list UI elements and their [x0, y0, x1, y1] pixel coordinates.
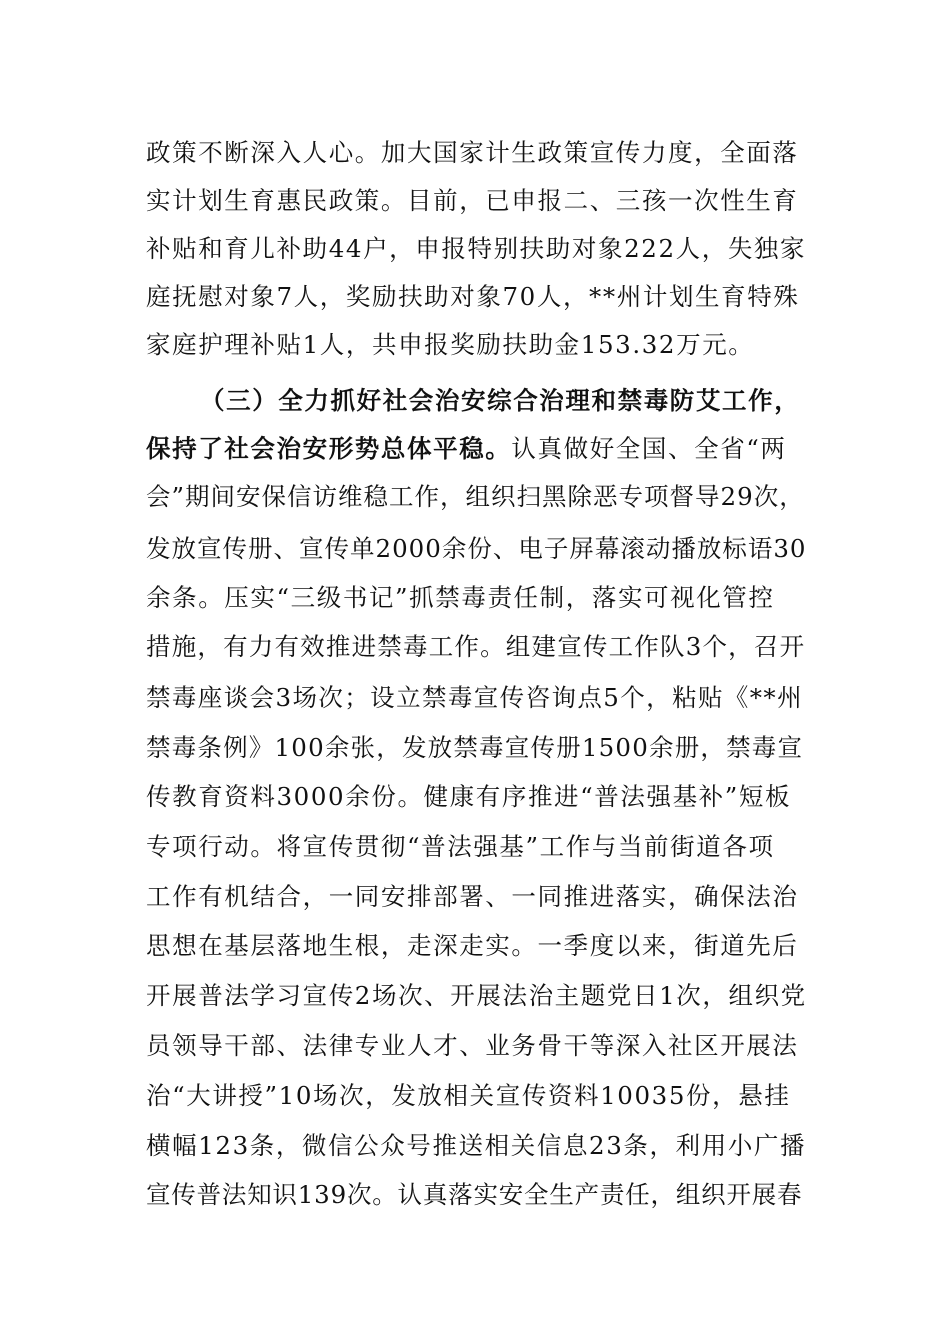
body-text-line: 禁毒座谈会3场次；设立禁毒宣传咨询点5个，粘贴《**州 — [146, 683, 803, 712]
section-heading: （三）全力抓好社会治安综合治理和禁毒防艾工作， — [200, 386, 801, 415]
body-text-line: 补贴和育儿补助44户，申报特别扶助对象222人，失独家 — [146, 234, 807, 263]
body-text-line: 实计划生育惠民政策。目前，已申报二、三孩一次性生育 — [146, 186, 799, 215]
body-text-line: 思想在基层落地生根，走深走实。一季度以来，街道先后 — [146, 931, 799, 960]
body-text-line: 专项行动。将宣传贯彻“普法强基”工作与当前街道各项 — [146, 832, 775, 861]
body-text-line: 开展普法学习宣传2场次、开展法治主题党日1次，组织党 — [146, 981, 807, 1010]
body-text-line: 员领导干部、法律专业人才、业务骨干等深入社区开展法 — [146, 1031, 799, 1060]
body-text-line: 传教育资料3000余份。健康有序推进“普法强基补”短板 — [146, 782, 792, 811]
body-text-line: 治“大讲授”10场次，发放相关宣传资料10035份，悬挂 — [146, 1081, 791, 1110]
body-text-line: 余条。压实“三级书记”抓禁毒责任制，落实可视化管控 — [146, 583, 775, 612]
body-text-line: 宣传普法知识139次。认真落实安全生产责任，组织开展春 — [146, 1180, 803, 1209]
body-text-line — [146, 429, 806, 469]
body-text-line: 措施，有力有效推进禁毒工作。组建宣传工作队3个，召开 — [146, 632, 806, 661]
body-text-line: 庭抚慰对象7人，奖励扶助对象70人，**州计划生育特殊 — [146, 282, 800, 311]
body-text-line: 政策不断深入人心。加大国家计生政策宣传力度，全面落 — [146, 138, 799, 167]
body-text-line: 会”期间安保信访维稳工作，组织扫黑除恶专项督导29次， — [146, 482, 805, 511]
section-heading-continuation: 保持了社会治安形势总体平稳。 — [146, 434, 512, 463]
body-text-line: 禁毒条例》100余张，发放禁毒宣传册1500余册，禁毒宣 — [146, 733, 804, 762]
body-text-line: 发放宣传册、宣传单2000余份、电子屏幕滚动播放标语30 — [146, 534, 807, 563]
body-text-line: 横幅123条，微信公众号推送相关信息23条，利用小广播 — [146, 1131, 807, 1160]
body-text-line: 工作有机结合，一同安排部署、一同推进落实，确保法治 — [146, 882, 799, 911]
body-text-span: 认真做好全国、全省“两 — [511, 434, 787, 463]
body-text-line: 家庭护理补贴1人，共申报奖励扶助金153.32万元。 — [146, 330, 755, 359]
